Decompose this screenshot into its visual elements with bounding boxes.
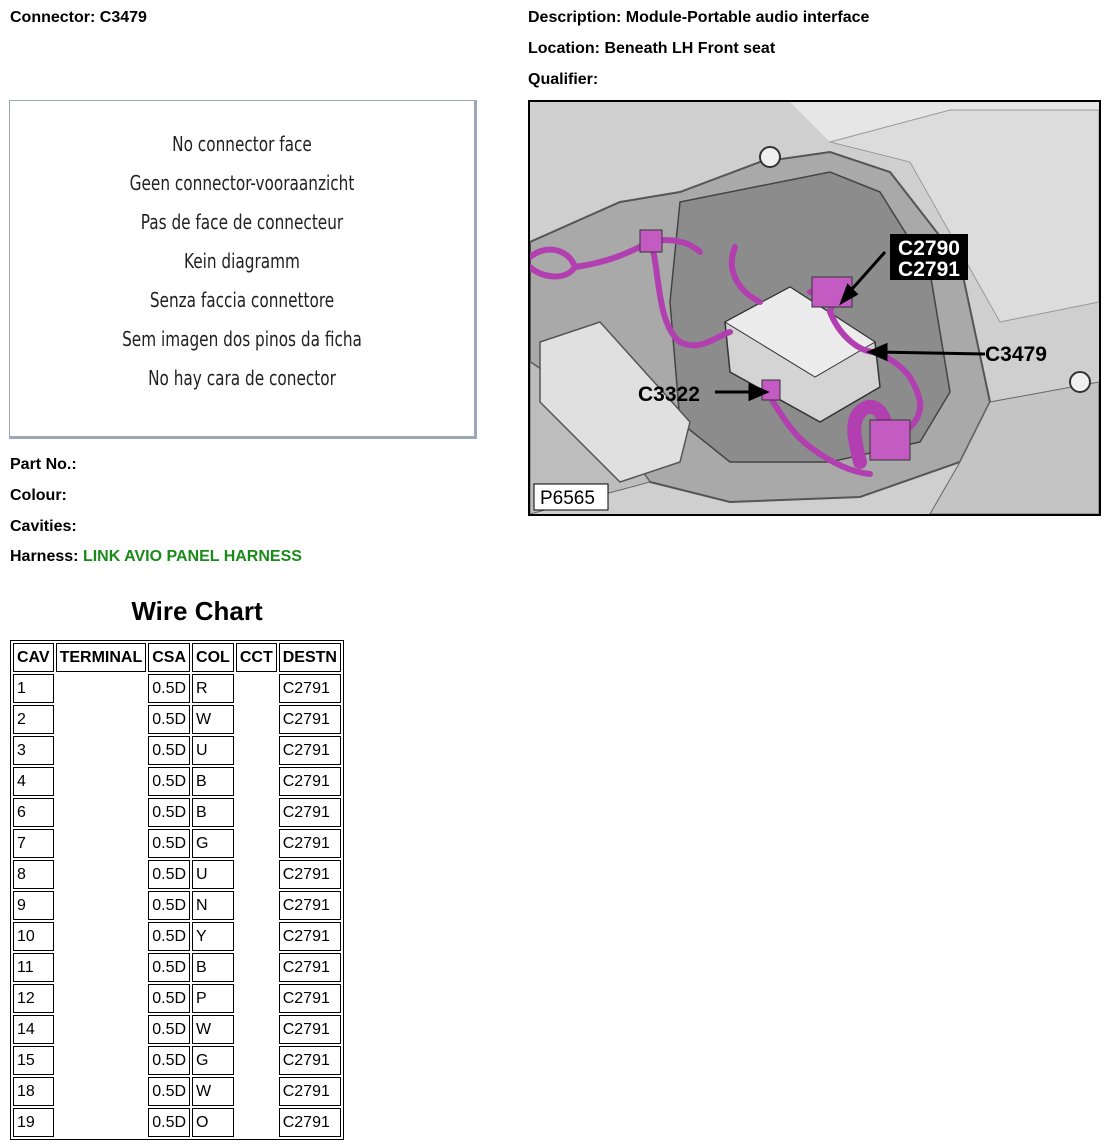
cell-csa: 0.5D xyxy=(148,953,190,982)
cell-cav: 4 xyxy=(13,767,54,796)
table-row xyxy=(13,767,341,796)
cell-destn: C2791 xyxy=(279,705,341,734)
connector-location-photo xyxy=(528,100,1101,516)
cell-cct xyxy=(236,1108,277,1137)
location-label: Location: xyxy=(528,40,600,57)
cell-destn: C2791 xyxy=(279,674,341,703)
cell-terminal xyxy=(56,736,147,765)
cell-col: U xyxy=(192,860,234,889)
column-header: CSA xyxy=(148,643,190,672)
cell-destn: C2791 xyxy=(279,798,341,827)
location-value: Beneath LH Front seat xyxy=(604,40,776,57)
cell-col: R xyxy=(192,674,234,703)
cell-cct xyxy=(236,1046,277,1075)
cell-cav: 3 xyxy=(13,736,54,765)
cell-terminal xyxy=(56,953,147,982)
cell-cav: 11 xyxy=(13,953,54,982)
cell-col: B xyxy=(192,953,234,982)
cell-col: N xyxy=(192,891,234,920)
cell-col: O xyxy=(192,1108,234,1137)
no-face-line: No connector face xyxy=(172,132,312,156)
wire-chart-header-row xyxy=(13,643,341,672)
table-row xyxy=(13,705,341,734)
column-header: TERMINAL xyxy=(56,643,147,672)
table-row xyxy=(13,798,341,827)
cell-csa: 0.5D xyxy=(148,860,190,889)
no-face-line: No hay cara de conector xyxy=(148,366,336,390)
column-header: DESTN xyxy=(279,643,341,672)
cell-csa: 0.5D xyxy=(148,674,190,703)
cell-cav: 8 xyxy=(13,860,54,889)
cell-destn: C2791 xyxy=(279,891,341,920)
cell-col: Y xyxy=(192,922,234,951)
cell-cct xyxy=(236,736,277,765)
cell-terminal xyxy=(56,922,147,951)
cell-cav: 9 xyxy=(13,891,54,920)
description-field xyxy=(528,9,869,27)
table-row xyxy=(13,1015,341,1044)
cell-destn: C2791 xyxy=(279,1077,341,1106)
cell-terminal xyxy=(56,1015,147,1044)
table-row xyxy=(13,984,341,1013)
cell-terminal xyxy=(56,1046,147,1075)
cell-cct xyxy=(236,705,277,734)
callout-label: C3479 xyxy=(985,343,1047,366)
no-connector-face-panel xyxy=(9,100,477,439)
cell-col: W xyxy=(192,1077,234,1106)
column-header: CCT xyxy=(236,643,277,672)
cell-terminal xyxy=(56,767,147,796)
callout-label: C2790 xyxy=(898,237,960,260)
cavities-label: Cavities: xyxy=(10,518,77,535)
connector-label: Connector: xyxy=(10,9,96,26)
cell-cav: 19 xyxy=(13,1108,54,1137)
cell-cav: 12 xyxy=(13,984,54,1013)
no-face-line: Kein diagramm xyxy=(184,249,300,273)
column-header: CAV xyxy=(13,643,54,672)
location-illustration xyxy=(530,102,1099,514)
cell-col: W xyxy=(192,705,234,734)
table-row xyxy=(13,736,341,765)
cell-cct xyxy=(236,767,277,796)
description-value: Module-Portable audio interface xyxy=(625,9,870,26)
cell-cav: 2 xyxy=(13,705,54,734)
table-row xyxy=(13,1046,341,1075)
connector-field xyxy=(10,9,147,27)
no-face-line: Senza faccia connettore xyxy=(149,288,335,312)
callout-label: C3322 xyxy=(638,383,700,406)
no-face-line: Sem imagen dos pinos da ficha xyxy=(122,327,362,351)
cell-destn: C2791 xyxy=(279,1108,341,1137)
table-row xyxy=(13,922,341,951)
no-face-line: Geen connector-vooraanzicht xyxy=(129,171,355,195)
qualifier-label: Qualifier: xyxy=(528,71,599,88)
cell-csa: 0.5D xyxy=(148,1108,190,1137)
cell-cav: 18 xyxy=(13,1077,54,1106)
cell-cct xyxy=(236,953,277,982)
cell-destn: C2791 xyxy=(279,1046,341,1075)
figure-id: P6565 xyxy=(540,488,595,509)
harness-field xyxy=(10,548,302,566)
table-row xyxy=(13,674,341,703)
cell-destn: C2791 xyxy=(279,922,341,951)
harness-label: Harness: xyxy=(10,548,79,565)
qualifier-field xyxy=(528,71,598,89)
cell-csa: 0.5D xyxy=(148,798,190,827)
cell-destn: C2791 xyxy=(279,984,341,1013)
cell-cct xyxy=(236,1015,277,1044)
cell-terminal xyxy=(56,1077,147,1106)
cell-cct xyxy=(236,829,277,858)
cell-col: B xyxy=(192,767,234,796)
cell-destn: C2791 xyxy=(279,1015,341,1044)
cell-terminal xyxy=(56,705,147,734)
wire-chart-table xyxy=(10,640,344,1140)
cell-cav: 1 xyxy=(13,674,54,703)
cell-cct xyxy=(236,798,277,827)
location-field xyxy=(528,40,775,58)
cell-destn: C2791 xyxy=(279,736,341,765)
cell-cav: 15 xyxy=(13,1046,54,1075)
cell-csa: 0.5D xyxy=(148,891,190,920)
cell-destn: C2791 xyxy=(279,829,341,858)
cell-csa: 0.5D xyxy=(148,1046,190,1075)
cell-csa: 0.5D xyxy=(148,1015,190,1044)
table-row xyxy=(13,1077,341,1106)
table-row xyxy=(13,1108,341,1137)
table-row xyxy=(13,891,341,920)
cell-destn: C2791 xyxy=(279,860,341,889)
cell-terminal xyxy=(56,1108,147,1137)
cell-cct xyxy=(236,860,277,889)
table-row xyxy=(13,829,341,858)
cell-cct xyxy=(236,674,277,703)
wire-chart-title: Wire Chart xyxy=(131,596,263,626)
callout-label: C2791 xyxy=(898,258,960,281)
cell-terminal xyxy=(56,984,147,1013)
description-label: Description: xyxy=(528,9,622,26)
cell-cct xyxy=(236,984,277,1013)
connector-value: C3479 xyxy=(99,9,147,26)
cell-col: B xyxy=(192,798,234,827)
cell-csa: 0.5D xyxy=(148,767,190,796)
cell-col: G xyxy=(192,829,234,858)
cell-col: G xyxy=(192,1046,234,1075)
harness-link[interactable]: LINK AVIO PANEL HARNESS xyxy=(82,548,302,565)
cell-terminal xyxy=(56,891,147,920)
column-header: COL xyxy=(192,643,234,672)
cell-csa: 0.5D xyxy=(148,1077,190,1106)
cell-col: W xyxy=(192,1015,234,1044)
colour-label: Colour: xyxy=(10,487,67,504)
part-no-label: Part No.: xyxy=(10,456,77,473)
cell-cct xyxy=(236,1077,277,1106)
part-no-field xyxy=(10,456,77,474)
cell-cav: 10 xyxy=(13,922,54,951)
cell-destn: C2791 xyxy=(279,767,341,796)
cell-cav: 7 xyxy=(13,829,54,858)
cell-csa: 0.5D xyxy=(148,829,190,858)
no-face-line: Pas de face de connecteur xyxy=(140,210,344,234)
cell-cav: 6 xyxy=(13,798,54,827)
cell-terminal xyxy=(56,829,147,858)
cell-col: U xyxy=(192,736,234,765)
cell-cct xyxy=(236,922,277,951)
table-row xyxy=(13,953,341,982)
cell-terminal xyxy=(56,674,147,703)
cavities-field xyxy=(10,518,77,536)
cell-cct xyxy=(236,891,277,920)
cell-terminal xyxy=(56,798,147,827)
wire-chart-body xyxy=(13,674,341,1137)
cell-csa: 0.5D xyxy=(148,984,190,1013)
cell-destn: C2791 xyxy=(279,953,341,982)
colour-field xyxy=(10,487,67,505)
cell-csa: 0.5D xyxy=(148,705,190,734)
cell-csa: 0.5D xyxy=(148,736,190,765)
cell-cav: 14 xyxy=(13,1015,54,1044)
cell-terminal xyxy=(56,860,147,889)
cell-csa: 0.5D xyxy=(148,922,190,951)
table-row xyxy=(13,860,341,889)
cell-col: P xyxy=(192,984,234,1013)
